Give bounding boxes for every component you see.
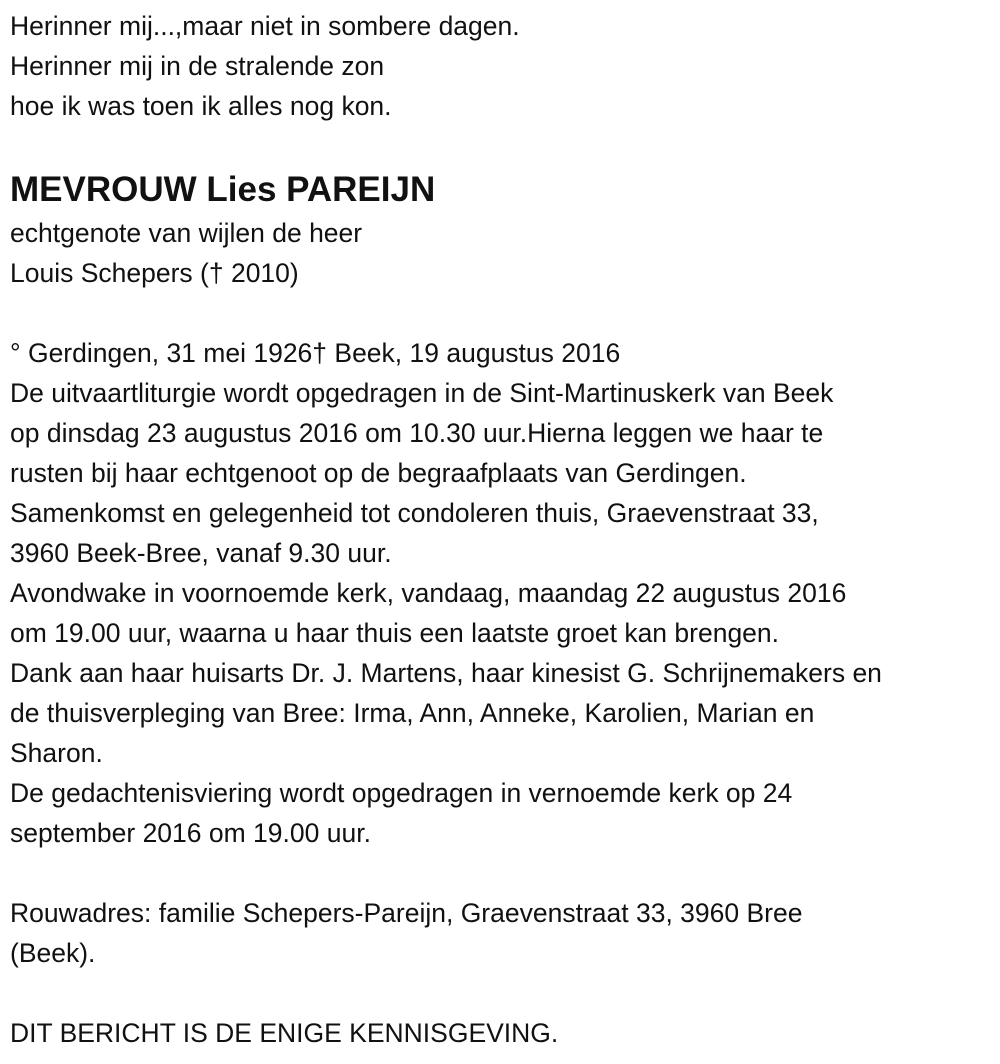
address-line: (Beek).: [10, 938, 96, 968]
body-line: De gedachtenisviering wordt opgedragen in vernoemde kerk op 24: [10, 778, 793, 808]
body-line: op dinsdag 23 augustus 2016 om 10.30 uur.Hierna leggen we haar te: [10, 418, 824, 448]
poem: [10, 6, 882, 126]
deceased-name-heading: MEVROUW Lies PAREIJN: [10, 170, 436, 209]
body-line: Avondwake in voornoemde kerk, vandaag, maandag 22 augustus 2016: [10, 578, 847, 608]
body-line: Sharon.: [10, 738, 103, 768]
body-line: september 2016 om 19.00 uur.: [10, 818, 371, 848]
spouse-line: Louis Schepers († 2010): [10, 258, 299, 288]
obituary-body: [10, 333, 882, 853]
body-line: De uitvaartliturgie wordt opgedragen in de Sint-Martinuskerk van Beek: [10, 378, 834, 408]
body-line: rusten bij haar echtgenoot op de begraafplaats van Gerdingen.: [10, 458, 747, 488]
poem-line: Herinner mij in de stralende zon: [10, 51, 385, 81]
spouse-line: echtgenote van wijlen de heer: [10, 218, 363, 248]
body-line: Samenkomst en gelegenheid tot condoleren thuis, Graevenstraat 33,: [10, 498, 819, 528]
body-line: de thuisverpleging van Bree: Irma, Ann, Anneke, Karolien, Marian en: [10, 698, 815, 728]
obituary-document: [10, 6, 882, 1053]
address-line: Rouwadres: familie Schepers-Pareijn, Graevenstraat 33, 3960 Bree: [10, 898, 803, 928]
poem-line: hoe ik was toen ik alles nog kon.: [10, 91, 392, 121]
poem-line: Herinner mij...,maar niet in sombere dagen.: [10, 11, 520, 41]
body-line: 3960 Beek-Bree, vanaf 9.30 uur.: [10, 538, 392, 568]
notice-line: DIT BERICHT IS DE ENIGE KENNISGEVING.: [10, 1018, 559, 1048]
body-line: Dank aan haar huisarts Dr. J. Martens, haar kinesist G. Schrijnemakers en: [10, 658, 882, 688]
body-line: om 19.00 uur, waarna u haar thuis een laatste groet kan brengen.: [10, 618, 780, 648]
body-line: ° Gerdingen, 31 mei 1926† Beek, 19 augustus 2016: [10, 338, 621, 368]
